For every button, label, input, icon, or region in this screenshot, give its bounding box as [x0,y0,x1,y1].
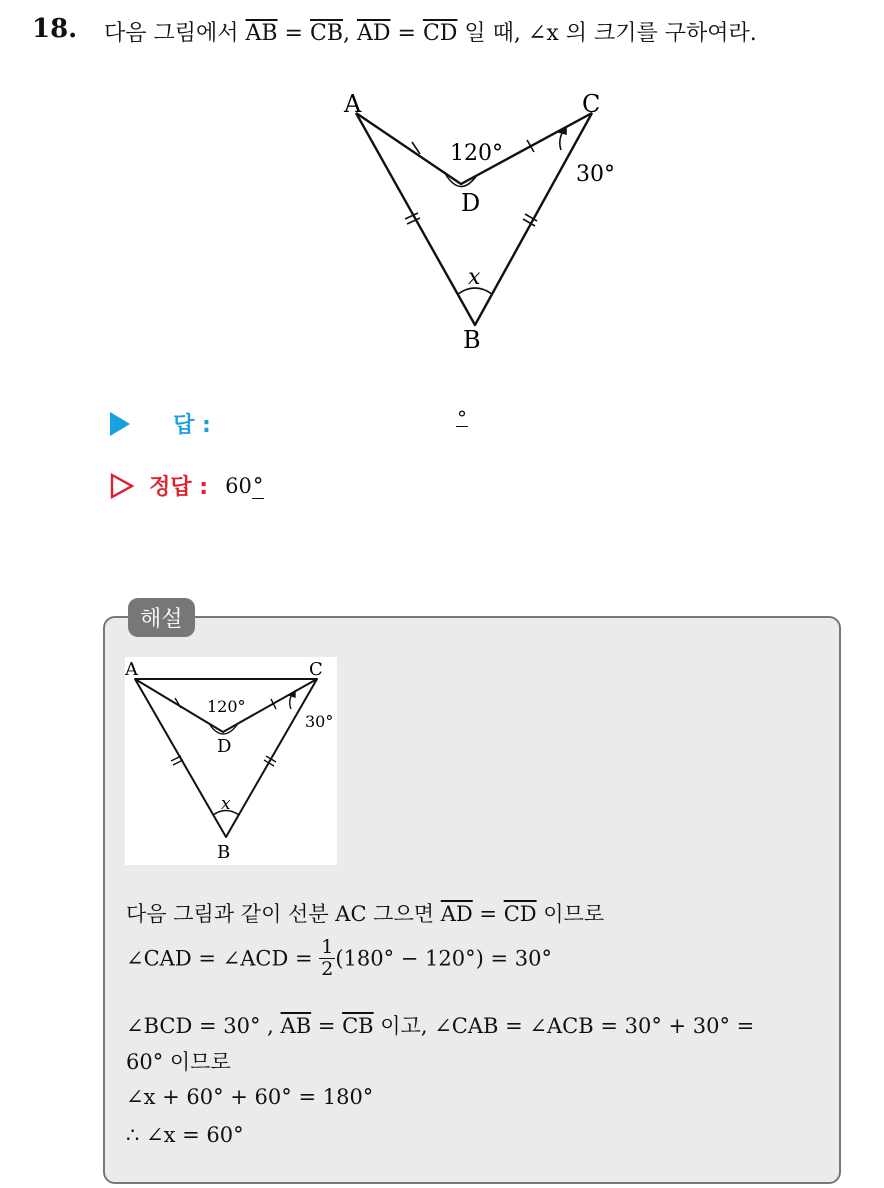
correct-answer-row [110,470,264,501]
vertex-label-c: C [309,659,323,680]
equals: = [311,1014,343,1038]
segment-cb: $\overline{CB}$ [342,1014,374,1038]
solution-text: ∠CAD = ∠ACD = [126,946,320,971]
tick-ab-1 [171,756,181,761]
solution-line-2 [126,937,552,980]
solution-line-5: ∠x + 60° + 60° = 180° [126,1085,374,1109]
answer-label: 답 : [173,413,211,438]
question-number: 18. [32,14,78,44]
solution-line-1 [126,898,604,928]
solution-line-4: 60° 이므로 [126,1050,231,1074]
equals: = [390,21,423,46]
equals: = [472,902,504,926]
angle-label-d: 120° [450,141,503,166]
solution-text: ∠BCD = 30° , [126,1014,281,1038]
fraction-denominator: 2 [321,957,334,980]
fraction-half [319,937,335,980]
correct-answer-label: 정답 : [149,475,209,500]
question-text-a: 다음 그림에서 [104,21,246,46]
solution-tag: 해설 [128,598,195,637]
vertex-label-d: D [217,736,232,757]
correct-value-degree: ° [252,473,264,498]
solution-text: 다음 그림과 같이 선분 AC 그으면 [126,902,441,926]
angle-label-b: x [221,794,231,814]
answer-row [110,408,211,439]
equals: = [277,21,310,46]
segment-cd: $\overline{CD}$ [503,902,537,926]
angle-label-c: 30° [305,712,334,731]
solution-text: 이고, ∠CAB = ∠ACB = 30° + 30° = [373,1014,755,1038]
answer-blank[interactable]: ° [457,406,467,430]
question-figure [330,80,630,360]
vertex-label-b: B [463,326,481,354]
vertex-label-a: A [344,90,362,118]
solution-text: (180° − 120°) = 30° [335,946,552,971]
vertex-label-a: A [125,659,138,680]
solution-line-6: ∴ ∠x = 60° [126,1123,244,1147]
solution-line-3 [126,1010,754,1040]
vertex-label-d: D [461,189,481,217]
correct-answer-value [225,474,264,498]
angle-label-c: 30° [576,162,615,187]
segment-cb: $\overline{CB}$ [309,21,343,46]
solution-figure [125,657,337,865]
play-outline-icon [110,473,134,499]
segment-ad: $\overline{AD}$ [440,902,473,926]
vertex-label-c: C [582,90,601,118]
tick-ab-2 [173,760,183,765]
segment-cd: $\overline{CD}$ [422,21,458,46]
fraction-numerator: 1 [321,936,334,958]
angle-arrow-c [289,691,295,697]
segment-ab: $\overline{AB}$ [280,1014,312,1038]
vertex-label-b: B [217,842,231,863]
question-text-b: 일 때, ∠x 의 크기를 구하여라. [457,21,757,46]
question-text [104,16,757,47]
angle-label-d: 120° [207,697,246,716]
angle-label-b: x [468,265,481,290]
solution-text: 이므로 [536,902,605,926]
segment-ad: $\overline{AD}$ [356,21,391,46]
separator: , [342,21,357,46]
correct-value-number: 60 [225,473,252,498]
play-icon [110,412,130,436]
segment-ab: $\overline{AB}$ [245,21,278,46]
